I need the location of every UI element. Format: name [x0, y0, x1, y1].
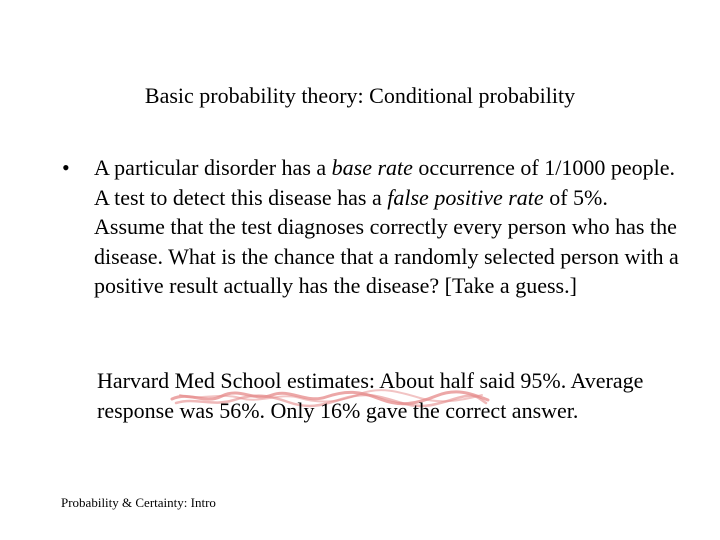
base-rate-term: base rate: [331, 155, 413, 180]
slide-title: Basic probability theory: Conditional probability: [144, 83, 576, 108]
answer-text: Harvard Med School estimates: About half said 95%. Average response was 56%. Only 16% gave the correct answer.: [97, 368, 644, 423]
false-positive-rate-term: false positive rate: [387, 184, 544, 210]
bullet-list: [60, 153, 680, 301]
bullet-item: [60, 153, 680, 301]
bullet-text: [94, 153, 680, 301]
bullet-marker: •: [62, 155, 70, 180]
bullet-text-part-1: A particular disorder has a: [94, 155, 332, 180]
footer-text: Probability & Certainty: Intro: [61, 495, 216, 510]
bullet-text-part-2: occurrence of 1/1000 people. A test to detect this disease has a: [94, 155, 675, 210]
bullet-text-part-3: of 5%. Assume that the test diagnoses correctly every person who has the disease. What is the chance that a randomly selected person with a positive result actually has the disease? [Take a guess.]: [94, 184, 679, 298]
